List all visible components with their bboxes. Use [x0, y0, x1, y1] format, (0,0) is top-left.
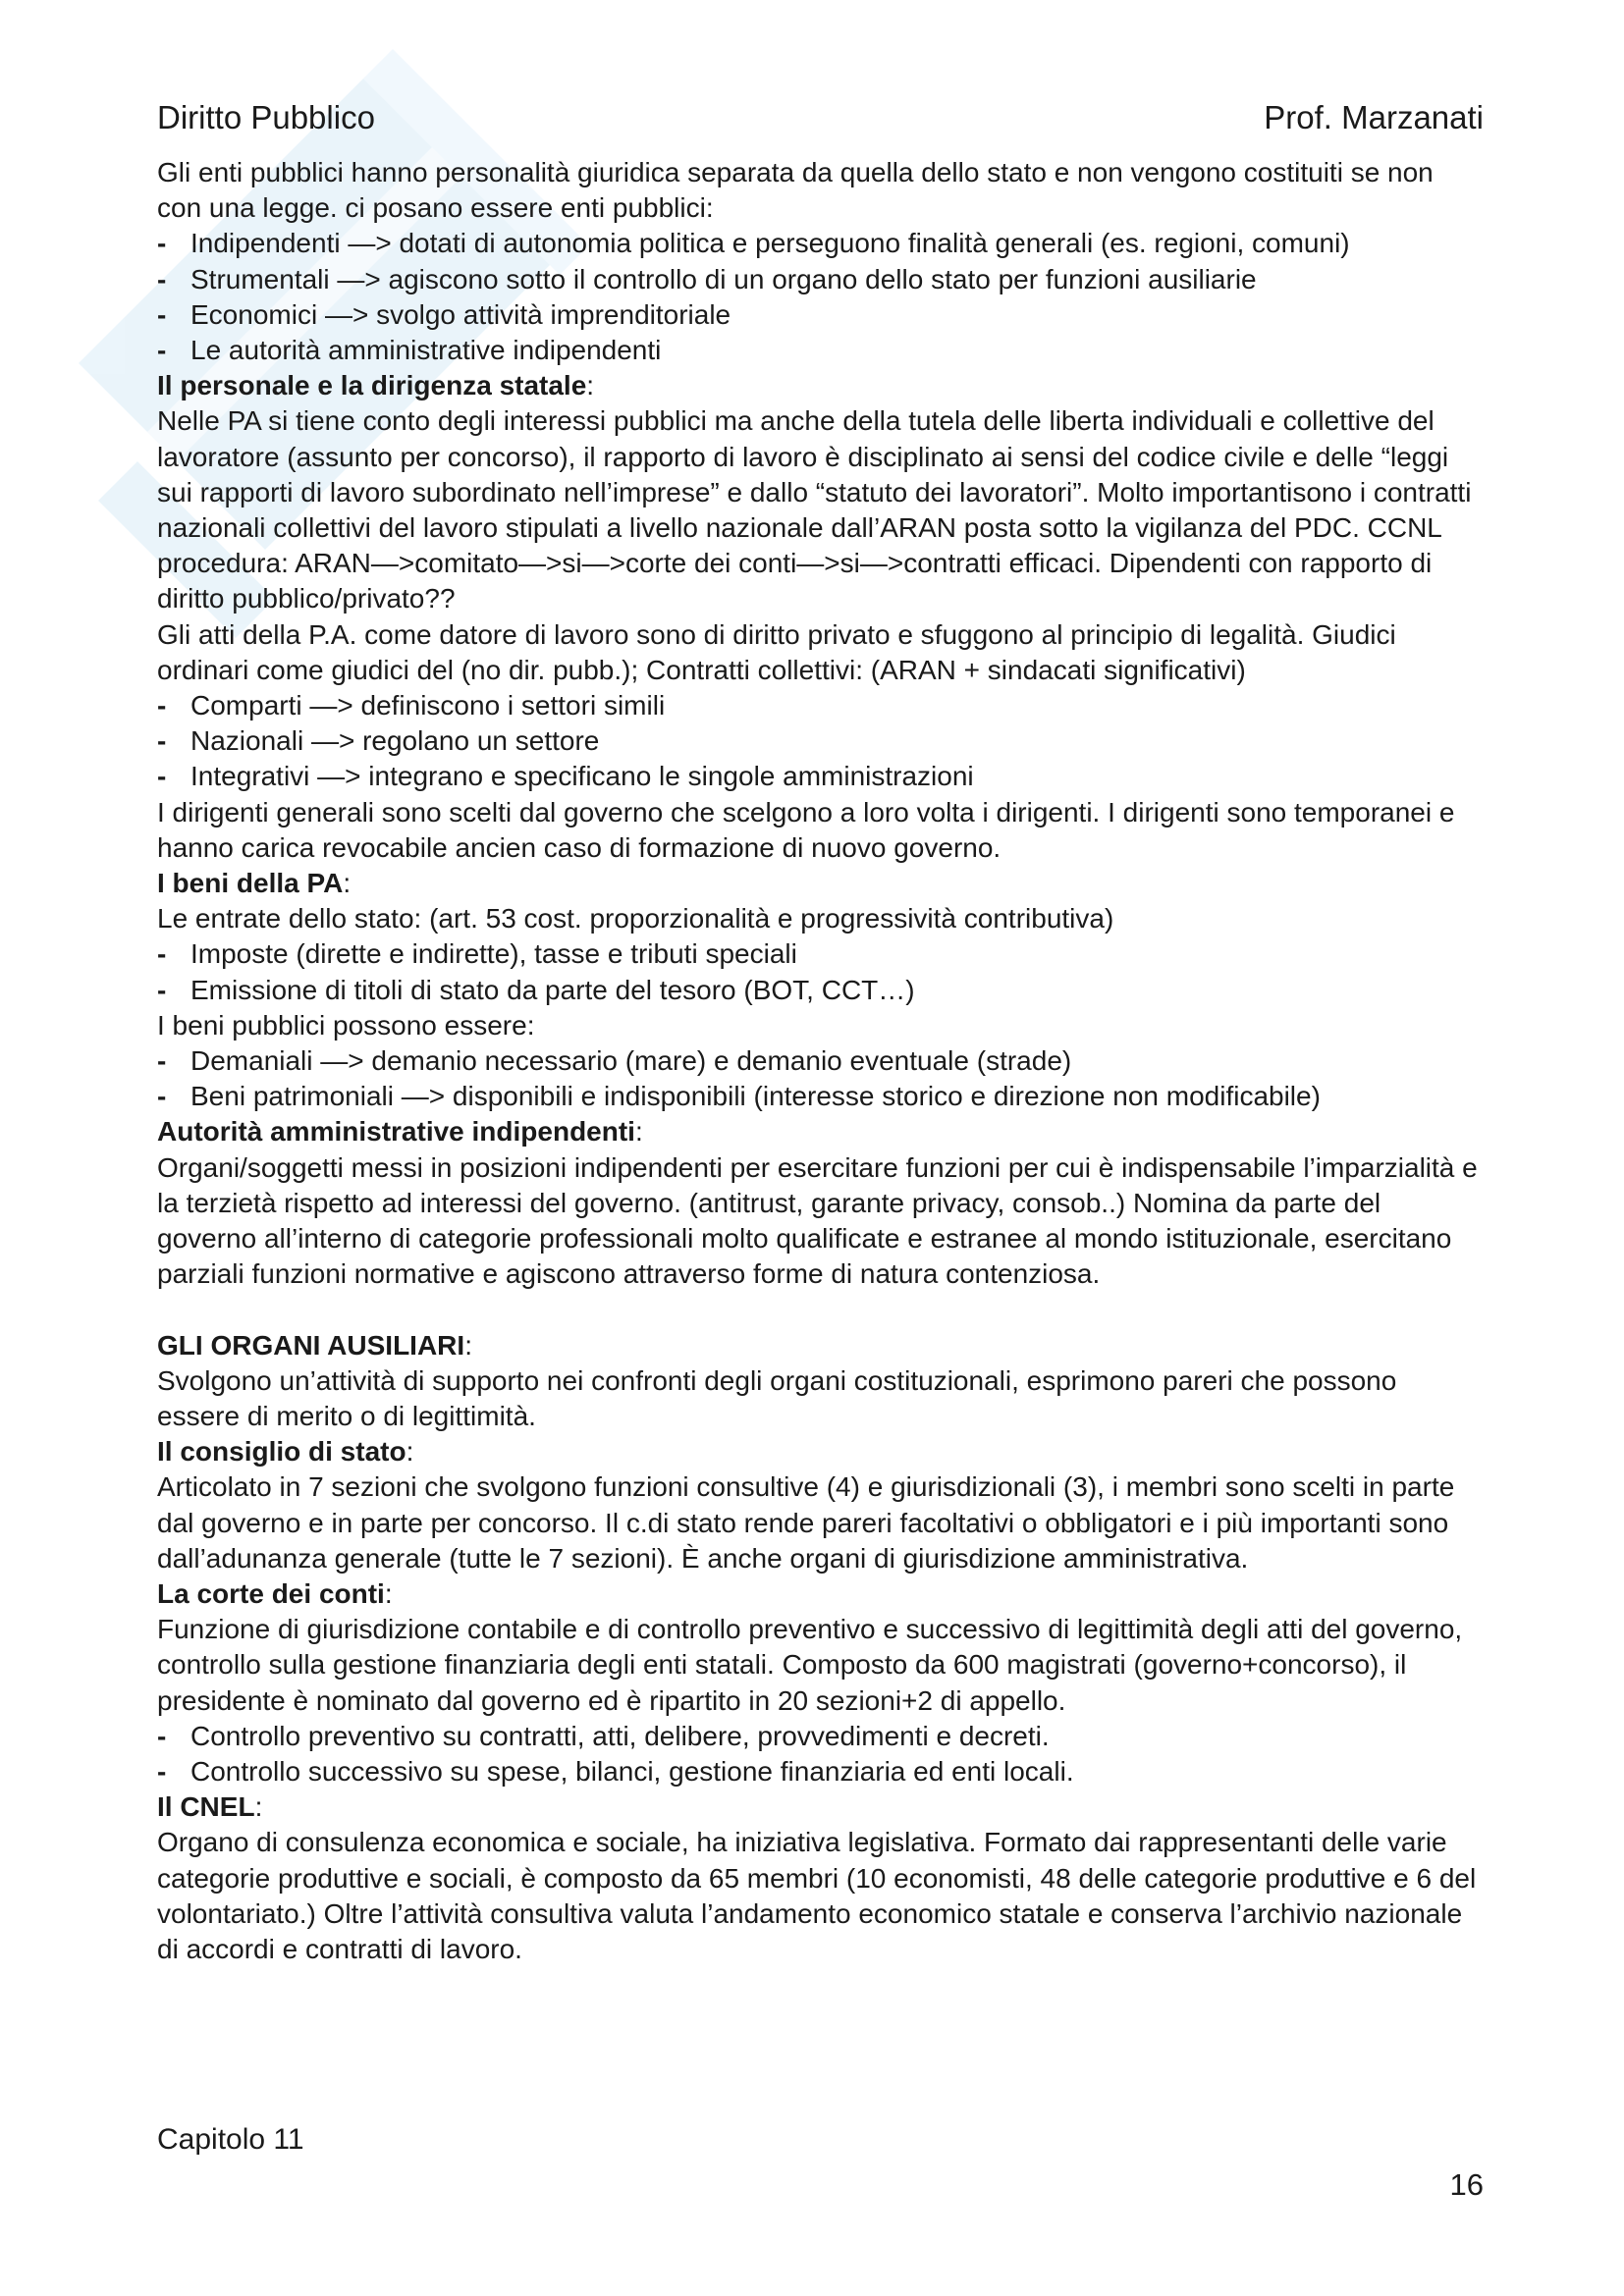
- paragraph: Organo di consulenza economica e sociale, ha iniziativa legislativa. Formato dai rappresentanti delle varie categorie produttive e sociali, è composto da 65 membri (10 economisti, 48 delle categorie produttive e 6 del volontariato.) Oltre l’attività consultiva valuta l’andamento economico statale e conserva l’archivio nazionale di accordi e contratti di lavoro.: [157, 1827, 1477, 1964]
- paragraph: Organi/soggetti messi in posizioni indipendenti per esercitare funzioni per cui è indispensabile l’imparzialità e la terzietà rispetto ad interessi del governo. (antitrust, garante privacy, consob..) Nomina da parte del governo all’interno di categorie professionali molto qualificate e estranee al mondo istituzionale, esercitano parziali funzioni normative e agiscono attraverso forme di natura contenziosa.: [157, 1151, 1478, 1290]
- section-heading: [157, 1114, 1484, 1149]
- section-heading-colon: :: [464, 1329, 472, 1361]
- section-heading: [157, 1789, 1484, 1825]
- paragraph: Articolato in 7 sezioni che svolgono funzioni consultive (4) e giurisdizionali (3), i membri sono scelti in parte dal governo e in parte per concorso. Il c.di stato rende pareri facoltativi o obbligatori e i più importanti sono dall’adunanza generale (tutte le 7 sezioni). È anche organi di giurisdizione amministrativa.: [157, 1471, 1455, 1574]
- section-heading-text: La corte dei conti: [157, 1577, 385, 1609]
- list-item: - Indipendenti —> dotati di autonomia politica e perseguono finalità generali (es. regioni, comuni): [157, 226, 1484, 261]
- section-heading: [157, 866, 1484, 901]
- paragraph: Nelle PA si tiene conto degli interessi pubblici ma anche della tutela delle liberta individuali e collettive del lavoratore (assunto per concorso), il rapporto di lavoro è disciplinato ai sensi del codice civile e delle “leggi sui rapporti di lavoro subordinato nell’imprese” e dallo “statuto dei lavoratori”. Molto importantisono i contratti nazionali collettivi del lavoro stipulati a livello nazionale dall’ARAN posta sotto la vigilanza del PDC. CCNL procedura: ARAN—>comitato—>si—>corte dei conti—>si—>contratti efficaci. Dipendenti con rapporto di diritto pubblico/privato??: [157, 405, 1472, 614]
- section-heading: [157, 1576, 1484, 1612]
- section-heading-text: GLI ORGANI AUSILIARI: [157, 1329, 465, 1361]
- section-heading-colon: :: [343, 868, 352, 899]
- section-heading-text: Il CNEL: [157, 1791, 255, 1823]
- list-item: - Emissione di titoli di stato da parte del tesoro (BOT, CCT…): [157, 973, 1484, 1008]
- professor-name: Prof. Marzanati: [1264, 99, 1484, 135]
- section-heading-colon: :: [406, 1436, 414, 1468]
- section-heading-text: Autorità amministrative indipendenti: [157, 1116, 635, 1148]
- section-heading: [157, 1434, 1484, 1469]
- section-heading-text: Il consiglio di stato: [157, 1436, 406, 1468]
- section-heading-colon: :: [384, 1577, 393, 1609]
- list-item: - Comparti —> definiscono i settori simili: [157, 688, 1484, 723]
- paragraph: Gli enti pubblici hanno personalità giuridica separata da quella dello stato e non vengono costituiti se non con una legge. ci posano essere enti pubblici:: [157, 157, 1434, 224]
- spacer: [157, 1293, 1484, 1328]
- paragraph: Svolgono un’attività di supporto nei confronti degli organi costituzionali, esprimono pareri che possono essere di merito o di legittimità.: [157, 1364, 1397, 1431]
- section-heading-text: Il personale e la dirigenza statale: [157, 370, 587, 401]
- bullet-list: [157, 226, 1484, 368]
- course-title: Diritto Pubblico: [157, 99, 375, 135]
- page-content: [157, 155, 1484, 1967]
- page-header: [157, 98, 1484, 137]
- bullet-list: [157, 1043, 1484, 1114]
- page-number: 16: [1449, 2167, 1484, 2202]
- bullet-list: [157, 936, 1484, 1007]
- list-item: - Controllo preventivo su contratti, atti, delibere, provvedimenti e decreti.: [157, 1719, 1484, 1754]
- paragraph: Gli atti della P.A. come datore di lavoro sono di diritto privato e sfuggono al principio di legalità. Giudici ordinari come giudici del (no dir. pubb.); Contratti collettivi: (ARAN + sindacati significativi): [157, 618, 1396, 685]
- chapter-label: Capitolo 11: [157, 2123, 304, 2156]
- paragraph: Le entrate dello stato: (art. 53 cost. proporzionalità e progressività contributiva): [157, 903, 1114, 934]
- list-item: - Nazionali —> regolano un settore: [157, 723, 1484, 759]
- list-item: - Beni patrimoniali —> disponibili e indisponibili (interesse storico e direzione non modificabile): [157, 1079, 1484, 1114]
- list-item: - Le autorità amministrative indipendenti: [157, 333, 1484, 368]
- list-item: - Demaniali —> demanio necessario (mare) e demanio eventuale (strade): [157, 1043, 1484, 1079]
- list-item: - Economici —> svolgo attività imprenditoriale: [157, 297, 1484, 333]
- section-heading-colon: :: [586, 370, 595, 401]
- section-heading-colon: :: [634, 1116, 643, 1148]
- list-item: - Imposte (dirette e indirette), tasse e tributi speciali: [157, 936, 1484, 972]
- paragraph: I dirigenti generali sono scelti dal governo che scelgono a loro volta i dirigenti. I dirigenti sono temporanei e hanno carica revocabile ancien caso di formazione di nuovo governo.: [157, 796, 1455, 863]
- bullet-list: [157, 1719, 1484, 1789]
- section-heading-colon: :: [254, 1791, 263, 1823]
- bullet-list: [157, 688, 1484, 795]
- section-heading: [157, 1328, 1484, 1363]
- paragraph: Funzione di giurisdizione contabile e di controllo preventivo e successivo di legittimità degli atti del governo, controllo sulla gestione finanziaria degli enti statali. Composto da 600 magistrati (governo+concorso), il presidente è nominato dal governo ed è ripartito in 20 sezioni+2 di appello.: [157, 1614, 1463, 1716]
- list-item: - Controllo successivo su spese, bilanci, gestione finanziaria ed enti locali.: [157, 1754, 1484, 1789]
- section-heading-text: I beni della PA: [157, 868, 344, 899]
- list-item: - Integrativi —> integrano e specificano le singole amministrazioni: [157, 759, 1484, 794]
- list-item: - Strumentali —> agiscono sotto il controllo di un organo dello stato per funzioni ausiliarie: [157, 262, 1484, 297]
- paragraph: I beni pubblici possono essere:: [157, 1009, 535, 1041]
- section-heading: [157, 368, 1484, 403]
